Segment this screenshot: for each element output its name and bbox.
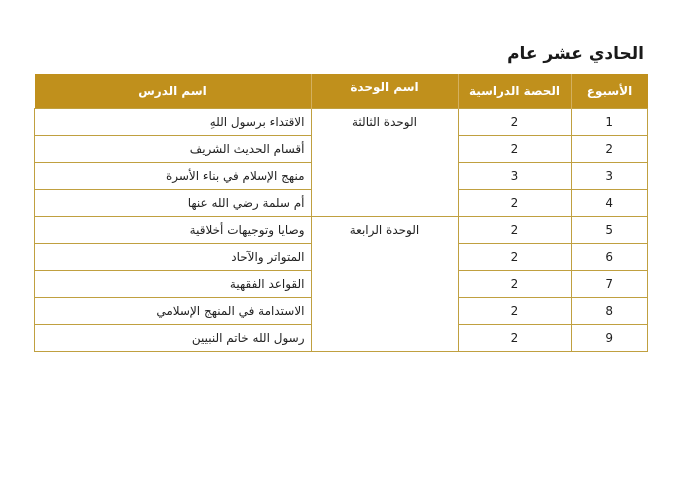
lesson-cell: القواعد الفقهية xyxy=(35,271,312,298)
period-cell: 2 xyxy=(458,244,571,271)
table-row xyxy=(35,217,648,244)
week-cell: 4 xyxy=(571,190,648,217)
period-cell: 3 xyxy=(458,163,571,190)
table-header-row xyxy=(35,74,648,109)
lesson-cell: الاقتداء برسول اللهِ xyxy=(35,109,312,136)
week-cell: 8 xyxy=(571,298,648,325)
week-cell: 5 xyxy=(571,217,648,244)
header-period: الحصة الدراسية xyxy=(458,74,571,109)
header-week: الأسبوع xyxy=(571,74,648,109)
period-cell: 2 xyxy=(458,109,571,136)
lesson-cell: الاستدامة في المنهج الإسلامي xyxy=(35,298,312,325)
lesson-cell: وصايا وتوجيهات أخلاقية xyxy=(35,217,312,244)
week-cell: 9 xyxy=(571,325,648,352)
period-cell: 2 xyxy=(458,136,571,163)
unit-cell: الوحدة الثالثة xyxy=(311,109,458,217)
table-row xyxy=(35,109,648,136)
lesson-cell: رسول الله خاتم النبيين xyxy=(35,325,312,352)
period-cell: 2 xyxy=(458,190,571,217)
lesson-cell: أقسام الحديث الشريف xyxy=(35,136,312,163)
page-title: الحادي عشر عام xyxy=(507,44,644,64)
period-cell: 2 xyxy=(458,217,571,244)
period-cell: 2 xyxy=(458,298,571,325)
week-cell: 6 xyxy=(571,244,648,271)
unit-cell: الوحدة الرابعة xyxy=(311,217,458,352)
lesson-cell: المتواتر والآحاد xyxy=(35,244,312,271)
lesson-cell: أم سلمة رضي الله عنها xyxy=(35,190,312,217)
period-cell: 2 xyxy=(458,271,571,298)
week-cell: 3 xyxy=(571,163,648,190)
week-cell: 1 xyxy=(571,109,648,136)
week-cell: 7 xyxy=(571,271,648,298)
lesson-cell: منهج الإسلام في بناء الأسرة xyxy=(35,163,312,190)
week-cell: 2 xyxy=(571,136,648,163)
header-unit: اسم الوحدة xyxy=(311,74,458,109)
schedule-table xyxy=(34,74,648,352)
header-lesson: اسم الدرس xyxy=(35,74,312,109)
period-cell: 2 xyxy=(458,325,571,352)
